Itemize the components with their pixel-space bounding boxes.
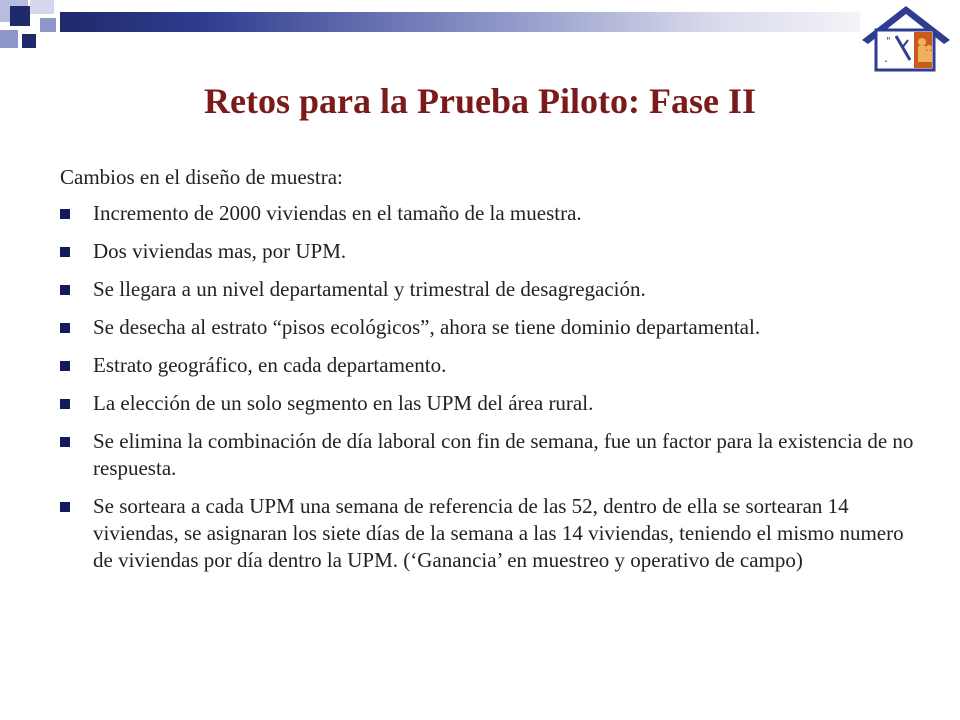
bullet-list xyxy=(60,200,920,585)
list-item: Se llegara a un nivel departamental y trimestral de desagregación. xyxy=(60,276,920,303)
svg-text:.: . xyxy=(884,51,888,65)
list-item: Incremento de 2000 viviendas en el tamaño de la muestra. xyxy=(60,200,920,227)
bullet-square-icon xyxy=(60,323,70,333)
list-item: Se sorteara a cada UPM una semana de referencia de las 52, dentro de ella se sortearan 14 viviendas, se asignaran los siete días de la semana a las 14 viviendas, teniendo el mismo numero de viviendas por día dentro la UPM. (‘Ganancia’ en muestreo y operativo de campo) xyxy=(60,493,920,574)
list-item: Se desecha al estrato “pisos ecológicos”, ahora se tiene dominio departamental. xyxy=(60,314,920,341)
bullet-square-icon xyxy=(60,399,70,409)
slide-title: Retos para la Prueba Piloto: Fase II xyxy=(204,81,756,121)
bullet-square-icon xyxy=(60,247,70,257)
house-with-family-logo xyxy=(856,2,956,82)
list-item: La elección de un solo segmento en las UPM del área rural. xyxy=(60,390,920,417)
list-item: Se elimina la combinación de día laboral con fin de semana, fue un factor para la existencia de no respuesta. xyxy=(60,428,920,482)
bullet-square-icon xyxy=(60,502,70,512)
bullet-square-icon xyxy=(60,285,70,295)
svg-text:": " xyxy=(886,36,891,47)
bullet-square-icon xyxy=(60,209,70,219)
list-item: Estrato geográfico, en cada departamento. xyxy=(60,352,920,379)
bullet-square-icon xyxy=(60,361,70,371)
list-item: Dos viviendas mas, por UPM. xyxy=(60,238,920,265)
intro-text: Cambios en el diseño de muestra: xyxy=(60,165,343,189)
header-gradient-bar xyxy=(60,12,860,32)
bullet-square-icon xyxy=(60,437,70,447)
